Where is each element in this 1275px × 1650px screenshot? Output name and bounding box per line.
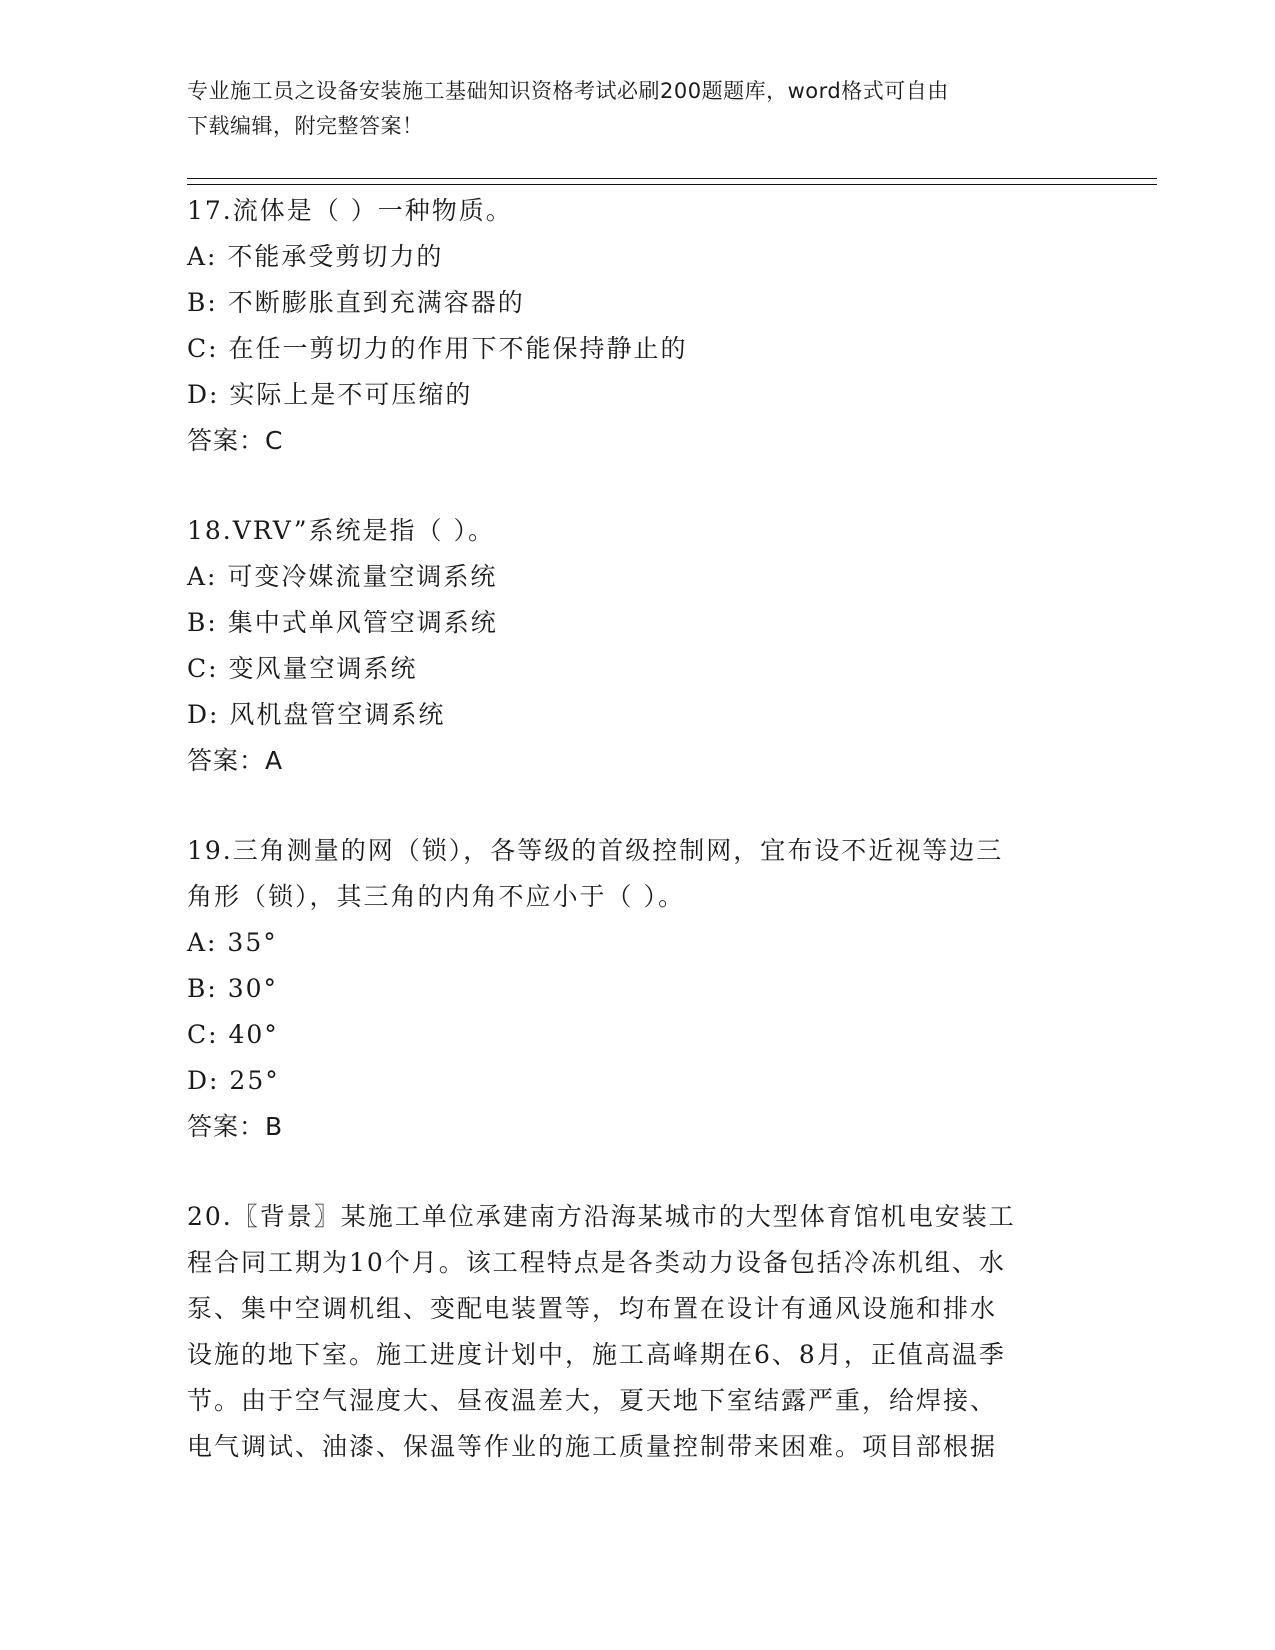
question-text-line-4: 设施的地下室。施工进度计划中，施工高峰期在6、8月，正值高温季 [187, 1340, 1006, 1369]
question-text: 17.流体是（ ）一种物质。 [187, 196, 513, 225]
question-17 [187, 188, 1087, 464]
option-a: A: 35° [187, 928, 278, 957]
question-text-line-2: 程合同工期为10个月。该工程特点是各类动力设备包括冷冻机组、水 [187, 1248, 1006, 1277]
answer-line: 答案：A [187, 746, 284, 775]
question-text: 18.VRV”系统是指（ ）。 [187, 516, 495, 545]
option-a: A: 不能承受剪切力的 [187, 242, 444, 271]
option-d: D: 25° [187, 1066, 280, 1095]
question-text-line-3: 泵、集中空调机组、变配电装置等，均布置在设计有通风设施和排水 [187, 1294, 998, 1323]
option-b: B: 30° [187, 974, 279, 1003]
document-header [187, 74, 1087, 144]
question-19 [187, 828, 1087, 1150]
question-text-line-1: 19.三角测量的网（锁），各等级的首级控制网，宜布设不近视等边三 [187, 836, 1004, 865]
header-divider-bottom [187, 184, 1157, 185]
question-text-line-1: 20.〖背景〗某施工单位承建南方沿海某城市的大型体育馆机电安装工 [187, 1202, 1016, 1231]
header-line-1: 专业施工员之设备安装施工基础知识资格考试必刷200题题库，word格式可自由 [187, 79, 949, 103]
option-b: B: 集中式单风管空调系统 [187, 608, 498, 637]
option-c: C: 40° [187, 1020, 279, 1049]
option-b: B: 不断膨胀直到充满容器的 [187, 288, 525, 317]
option-a: A: 可变冷媒流量空调系统 [187, 562, 498, 591]
question-text-line-2: 角形（锁），其三角的内角不应小于（ ）。 [187, 882, 685, 911]
answer-line: 答案：C [187, 426, 284, 455]
option-d: D: 实际上是不可压缩的 [187, 380, 473, 409]
answer-line: 答案：B [187, 1112, 284, 1141]
question-list [187, 188, 1087, 1514]
option-c: C: 在任一剪切力的作用下不能保持静止的 [187, 334, 688, 363]
question-18 [187, 508, 1087, 784]
question-20 [187, 1194, 1087, 1470]
question-text-line-6: 电气调试、油漆、保温等作业的施工质量控制带来困难。项目部根据 [187, 1432, 998, 1461]
option-c: C: 变风量空调系统 [187, 654, 418, 683]
option-d: D: 风机盘管空调系统 [187, 700, 446, 729]
header-line-2: 下载编辑，附完整答案！ [187, 114, 424, 138]
question-text-line-5: 节。由于空气湿度大、昼夜温差大，夏天地下室结露严重，给焊接、 [187, 1386, 998, 1415]
header-divider-top [187, 178, 1157, 179]
